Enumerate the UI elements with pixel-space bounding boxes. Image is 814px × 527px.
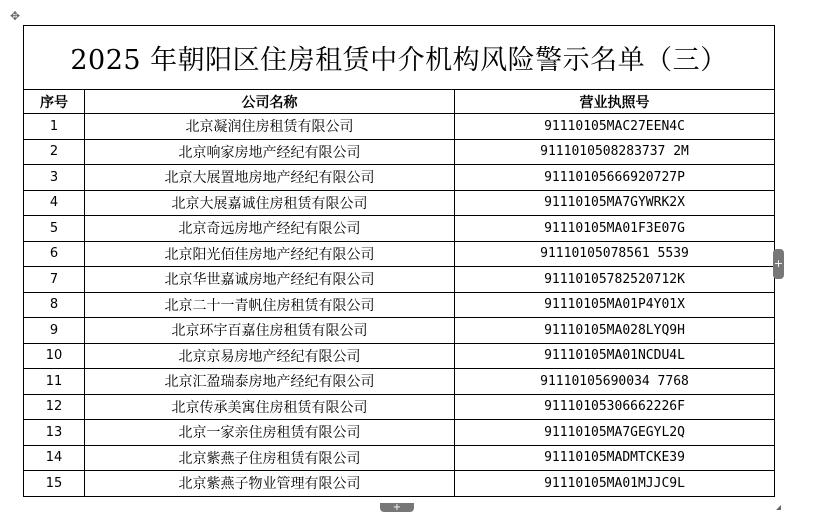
table-row [24, 190, 775, 216]
company-name-cell: 北京汇盈瑞泰房地产经纪有限公司 [85, 369, 455, 395]
license-number-cell: 91110105690034 7768 [455, 369, 775, 395]
header-company: 公司名称 [85, 90, 455, 114]
company-name-cell: 北京大展嘉诚住房租赁有限公司 [85, 190, 455, 216]
row-index-cell: 13 [24, 420, 85, 446]
license-number-cell: 91110105MA01MJJC9L [455, 471, 775, 497]
license-number-cell: 91110105MA7GYWRK2X [455, 190, 775, 216]
row-index-cell: 11 [24, 369, 85, 395]
company-name-cell: 北京传承美寓住房租赁有限公司 [85, 394, 455, 420]
add-column-handle-icon[interactable]: + [773, 249, 784, 279]
row-index-cell: 12 [24, 394, 85, 420]
row-index-cell: 1 [24, 114, 85, 140]
company-name-cell: 北京二十一青帆住房租赁有限公司 [85, 292, 455, 318]
row-index-cell: 9 [24, 318, 85, 344]
table-row [24, 165, 775, 191]
table-row [24, 139, 775, 165]
row-index-cell: 6 [24, 241, 85, 267]
add-row-handle-icon[interactable]: + [380, 503, 414, 512]
header-license: 营业执照号 [455, 90, 775, 114]
row-index-cell: 15 [24, 471, 85, 497]
license-number-cell: 91110105MA028LYQ9H [455, 318, 775, 344]
license-number-cell: 91110105MADMTCKE39 [455, 445, 775, 471]
company-name-cell: 北京紫燕子物业管理有限公司 [85, 471, 455, 497]
table-title: 2025 年朝阳区住房租赁中介机构风险警示名单（三） [24, 26, 775, 90]
license-number-cell: 91110105MA7GEGYL2Q [455, 420, 775, 446]
license-number-cell: 91110105078561 5539 [455, 241, 775, 267]
risk-warning-table [23, 25, 775, 497]
row-index-cell: 7 [24, 267, 85, 293]
row-index-cell: 8 [24, 292, 85, 318]
table-resize-handle-icon[interactable] [776, 505, 781, 510]
company-name-cell: 北京一家亲住房租赁有限公司 [85, 420, 455, 446]
row-index-cell: 5 [24, 216, 85, 242]
license-number-cell: 91110105MA01F3E07G [455, 216, 775, 242]
table-row [24, 114, 775, 140]
company-name-cell: 北京凝润住房租赁有限公司 [85, 114, 455, 140]
table-row [24, 216, 775, 242]
company-name-cell: 北京环宇百嘉住房租赁有限公司 [85, 318, 455, 344]
table-row [24, 343, 775, 369]
table-row [24, 292, 775, 318]
table-row [24, 267, 775, 293]
table-row [24, 318, 775, 344]
company-name-cell: 北京华世嘉诚房地产经纪有限公司 [85, 267, 455, 293]
company-name-cell: 北京奇远房地产经纪有限公司 [85, 216, 455, 242]
company-name-cell: 北京紫燕子住房租赁有限公司 [85, 445, 455, 471]
table-row [24, 394, 775, 420]
table-row [24, 369, 775, 395]
header-index: 序号 [24, 90, 85, 114]
license-number-cell: 91110105666920727P [455, 165, 775, 191]
license-number-cell: 91110105306662226F [455, 394, 775, 420]
license-number-cell: 91110105MA01P4Y01X [455, 292, 775, 318]
company-name-cell: 北京响家房地产经纪有限公司 [85, 139, 455, 165]
row-index-cell: 14 [24, 445, 85, 471]
license-number-cell: 9111010508283737 2M [455, 139, 775, 165]
license-number-cell: 91110105MA01NCDU4L [455, 343, 775, 369]
row-index-cell: 2 [24, 139, 85, 165]
table-row [24, 420, 775, 446]
company-name-cell: 北京大展置地房地产经纪有限公司 [85, 165, 455, 191]
table-row [24, 471, 775, 497]
row-index-cell: 3 [24, 165, 85, 191]
row-index-cell: 4 [24, 190, 85, 216]
row-index-cell: 10 [24, 343, 85, 369]
license-number-cell: 91110105MAC27EEN4C [455, 114, 775, 140]
header-row [24, 90, 775, 114]
table-row [24, 241, 775, 267]
company-name-cell: 北京京易房地产经纪有限公司 [85, 343, 455, 369]
table-row [24, 445, 775, 471]
table-move-handle-icon[interactable]: ✥ [9, 9, 21, 23]
company-name-cell: 北京阳光佰佳房地产经纪有限公司 [85, 241, 455, 267]
license-number-cell: 91110105782520712K [455, 267, 775, 293]
